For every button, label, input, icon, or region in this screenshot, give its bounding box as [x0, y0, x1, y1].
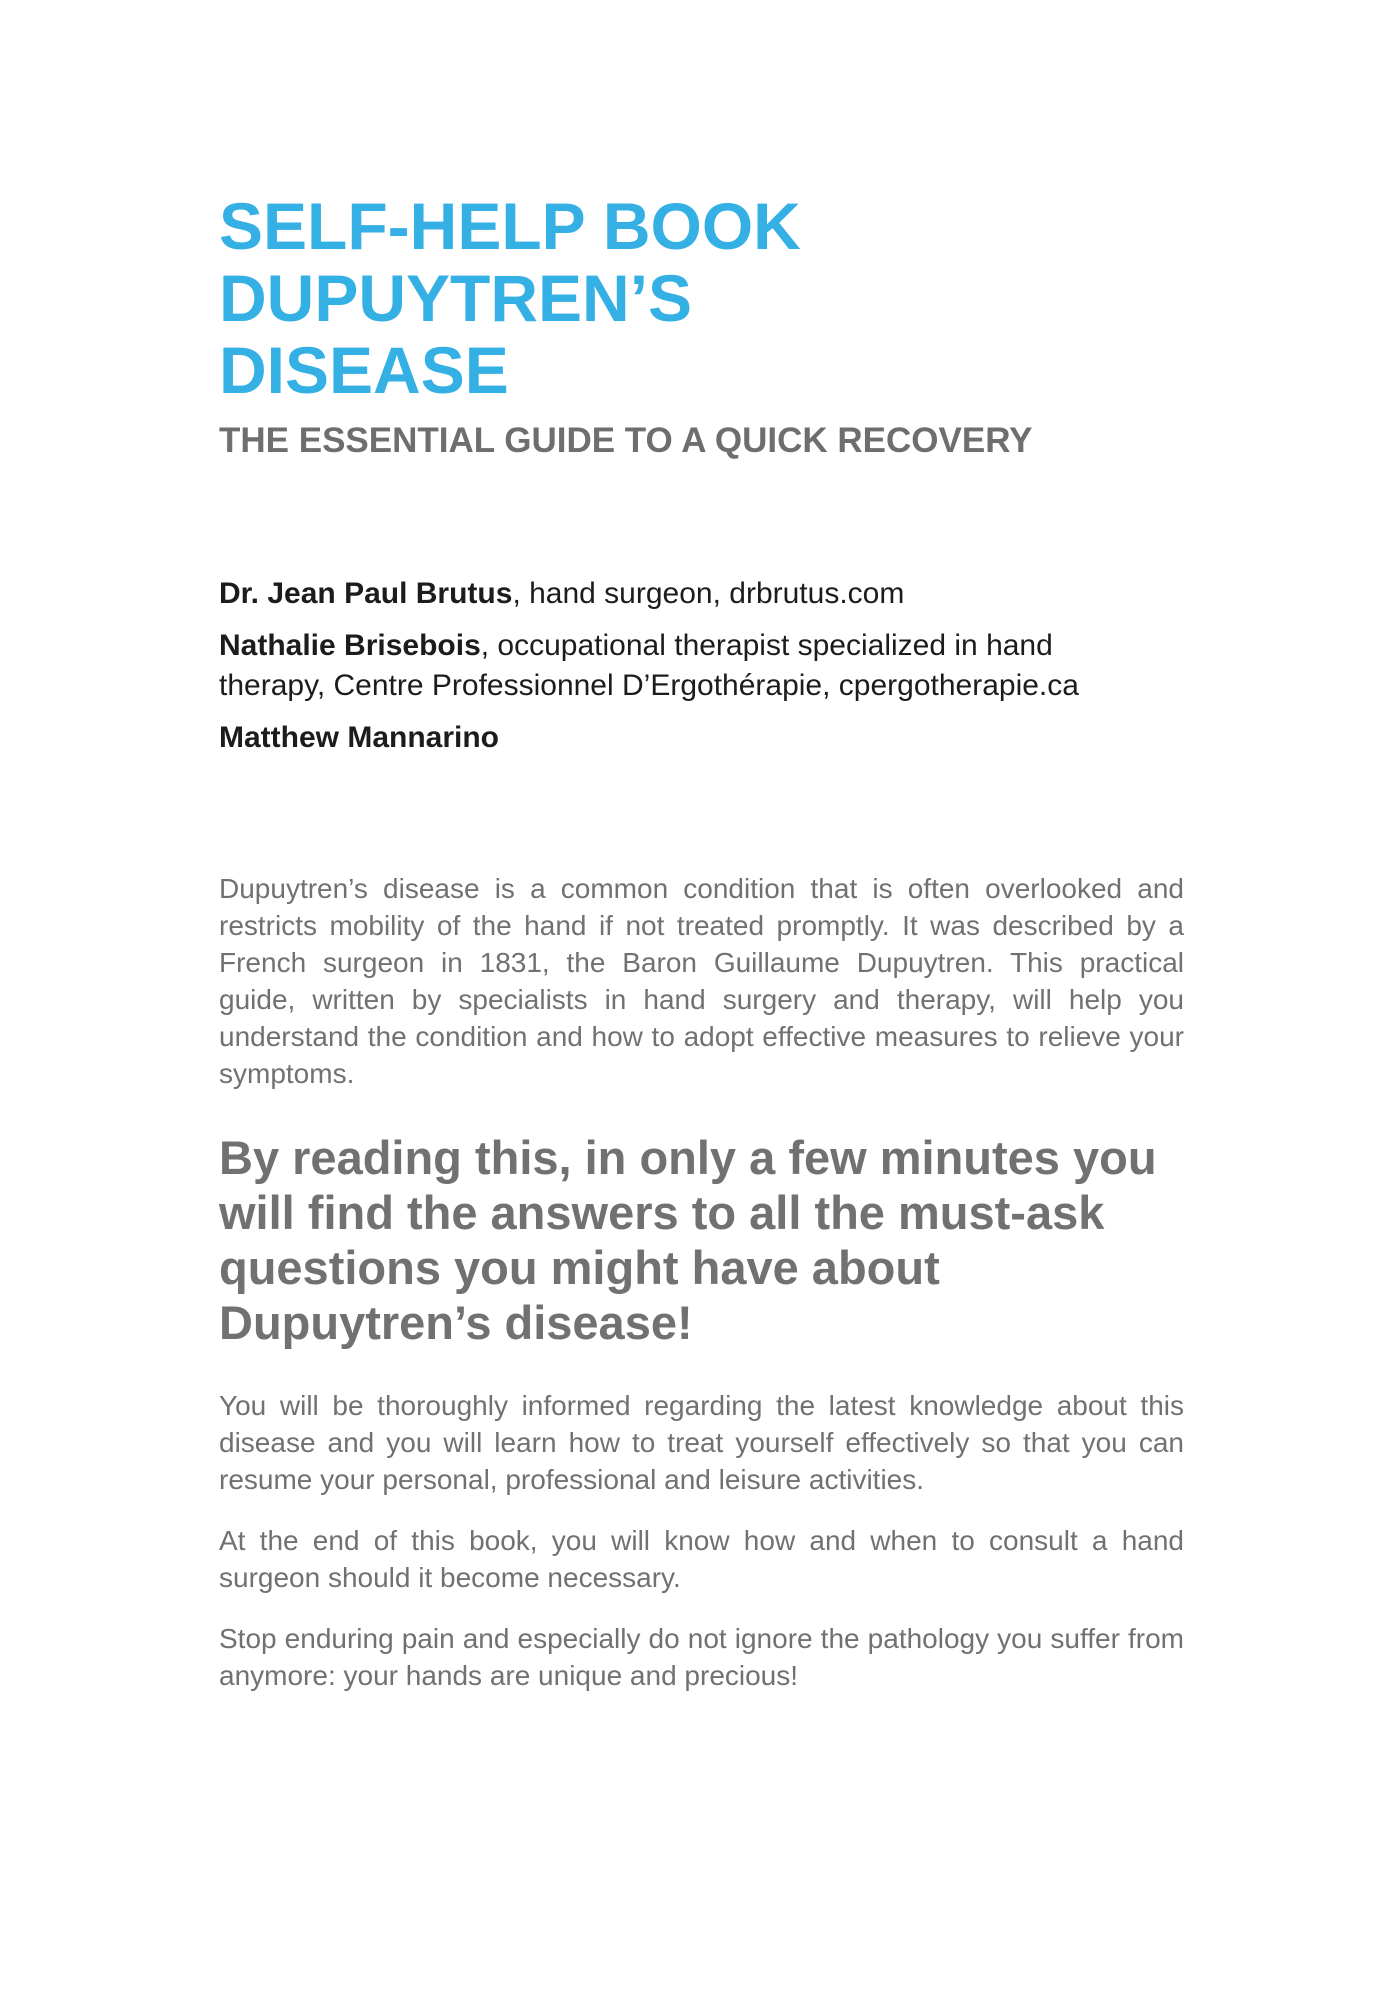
- body-paragraph: Stop enduring pain and especially do not ignore the pathology you suffer from anymore: your hands are unique and precious!: [219, 1623, 1184, 1691]
- author-description: , hand surgeon, drbrutus.com: [512, 577, 905, 610]
- book-page: [219, 0, 1184, 2000]
- author-description: , occupational therapist specialized in hand therapy, Centre Professionnel D’Ergothérapie, cpergotherapie.ca: [219, 629, 1079, 702]
- book-title: [219, 190, 801, 406]
- body-paragraph: At the end of this book, you will know how and when to consult a hand surgeon should it become necessary.: [219, 1525, 1184, 1593]
- intro-paragraph: Dupuytren’s disease is a common condition that is often overlooked and restricts mobility of the hand if not treated promptly. It was described by a French surgeon in 1831, the Baron Guillaume Dupuytren. This practical guide, written by specialists in hand surgery and therapy, will help you understand the condition and how to adopt effective measures to relieve your symptoms.: [219, 873, 1184, 1089]
- author-name: Dr. Jean Paul Brutus: [219, 577, 513, 610]
- author-entry: [219, 718, 1099, 758]
- author-entry: [219, 574, 1099, 614]
- body-paragraph: You will be thoroughly informed regarding the latest knowledge about this disease and you will learn how to treat yourself effectively so that you can resume your personal, professional and leisure activities.: [219, 1390, 1184, 1495]
- highlight-statement: By reading this, in only a few minutes you will find the answers to all the must-ask questions you might have about Dupuytren’s disease!: [219, 1131, 1157, 1349]
- book-subtitle: THE ESSENTIAL GUIDE TO A QUICK RECOVERY: [219, 421, 1033, 460]
- author-name: Nathalie Brisebois: [219, 629, 481, 662]
- book-title-line: SELF-HELP BOOK: [219, 189, 801, 263]
- author-name: Matthew Mannarino: [219, 721, 500, 754]
- book-title-line: DUPUYTREN’S: [219, 261, 693, 335]
- book-title-line: DISEASE: [219, 333, 509, 407]
- body-text: [219, 1387, 1184, 1718]
- author-list: [219, 574, 1099, 770]
- author-entry: [219, 626, 1099, 706]
